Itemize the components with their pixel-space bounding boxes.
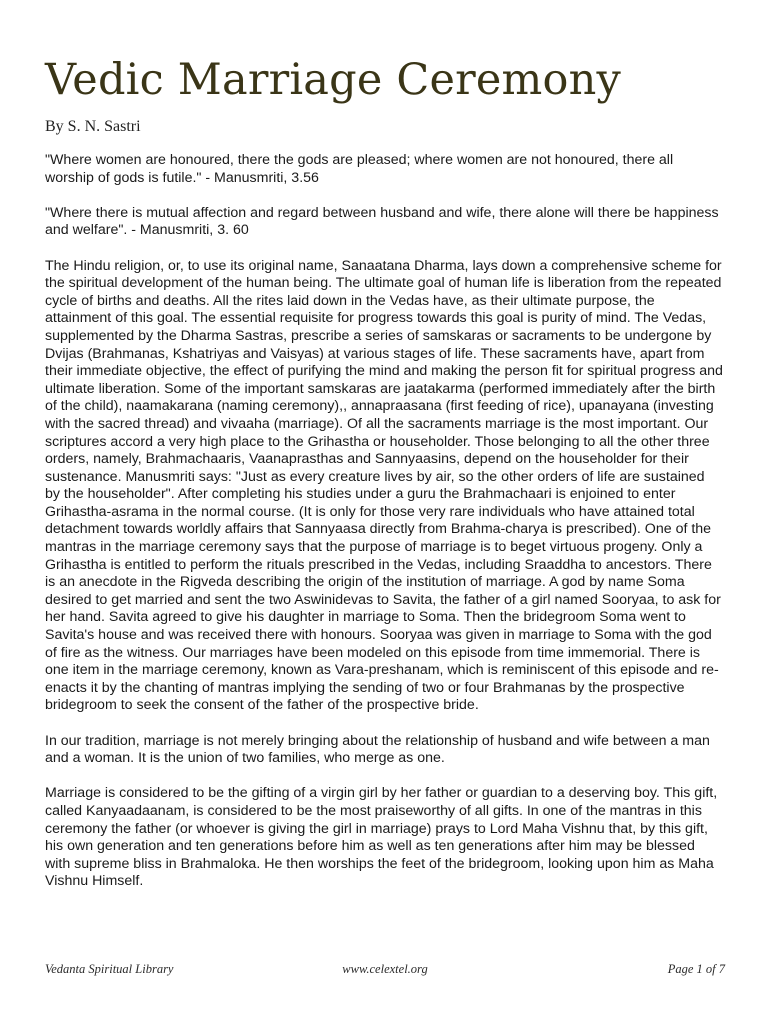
footer-library-name: Vedanta Spiritual Library: [45, 962, 174, 976]
body-paragraph-1: The Hindu religion, or, to use its original name, Sanaatana Dharma, lays down a comprehensive scheme for the spiritual development of the human being. The ultimate goal of human life is liberation from the repeated cycle of births and deaths. All the rites laid down in the Vedas have, as their ultimate purpose, the attainment of this goal. The essential requisite for progress towards this goal is purity of mind. The Vedas, supplemented by the Dharma Sastras, prescribe a series of samskaras or sacraments to be undergone by Dvijas (Brahmanas, Kshatriyas and Vaisyas) at various stages of life. These sacraments have, apart from their immediate objective, the effect of purifying the mind and making the person fit for spiritual progress and ultimate liberation. Some of the important samskaras are jaatakarma (performed immediately after the birth of the child), naamakarana (naming ceremony),, annapraasana (first feeding of rice), upanayana (investing with the sacred thread) and vivaaha (marriage). Of all the sacraments marriage is the most important. Our scriptures accord a very high place to the Grihastha or householder. Those belonging to all the other three orders, namely, Brahmachaaris, Vaanaprasthas and Sannyaasins, depend on the householder for their sustenance. Manusmriti says: "Just as every creature lives by air, so the other orders of life are sustained by the householder". After completing his studies under a guru the Brahmachaari is enjoined to enter Grihastha-asrama in the normal course. (It is only for those very rare individuals who have attained total detachment towards worldly affairs that Sannyaasa directly from Brahma-charya is prescribed). One of the mantras in the marriage ceremony says that the purpose of marriage is to beget virtuous progeny. Only a Grihastha is entitled to perform the rituals prescribed in the Vedas, including Sraaddha to ancestors. There is an anecdote in the Rigveda describing the origin of the institution of marriage. A god by name Soma desired to get married and sent the two Aswinidevas to Savita, the father of a girl named Sooryaa, to ask for her hand. Savita agreed to give his daughter in marriage to Soma. Then the bridegroom Soma went to Savita's house and was received there with honours. Sooryaa was given in marriage to Soma with the god of fire as the witness. Our marriages have been modeled on this episode from time immemorial. There is one item in the marriage ceremony, known as Vara-preshanam, which is reminiscent of this episode and re-enacts it by the chanting of mantras implying the sending of two or four Brahmanas by the prospective bridegroom to seek the consent of the father of the prospective bride.: [45, 257, 723, 714]
footer-page-number: Page 1 of 7: [667, 962, 725, 976]
quote-paragraph-2: "Where there is mutual affection and regard between husband and wife, there alone will there be happiness and welfare". - Manusmriti, 3. 60: [45, 204, 719, 239]
author-byline: By S. N. Sastri: [45, 118, 141, 135]
document-title: Vedic Marriage Ceremony: [45, 55, 621, 105]
document-body: [45, 152, 723, 909]
footer-website: www.celextel.org: [342, 962, 428, 976]
quote-paragraph-1: "Where women are honoured, there the gods are pleased; where women are not honoured, there all worship of gods is futile." - Manusmriti, 3.56: [45, 152, 674, 186]
body-paragraph-2: In our tradition, marriage is not merely bringing about the relationship of husband and wife between a man and a woman. It is the union of two families, who merge as one.: [45, 732, 710, 767]
body-paragraph-3: Marriage is considered to be the gifting of a virgin girl by her father or guardian to a deserving boy. This gift, called Kanyaadaanam, is considered to be the most praiseworthy of all gifts. In one of the mantras in this ceremony the father (or whoever is giving the girl in marriage) prays to Lord Maha Vishnu that, by this gift, his own generation and ten generations before him as well as ten generations after him may be blessed with supreme bliss in Brahmaloka. He then worships the feet of the bridegroom, looking upon him as Maha Vishnu Himself.: [45, 785, 718, 890]
page-footer: [45, 960, 725, 978]
